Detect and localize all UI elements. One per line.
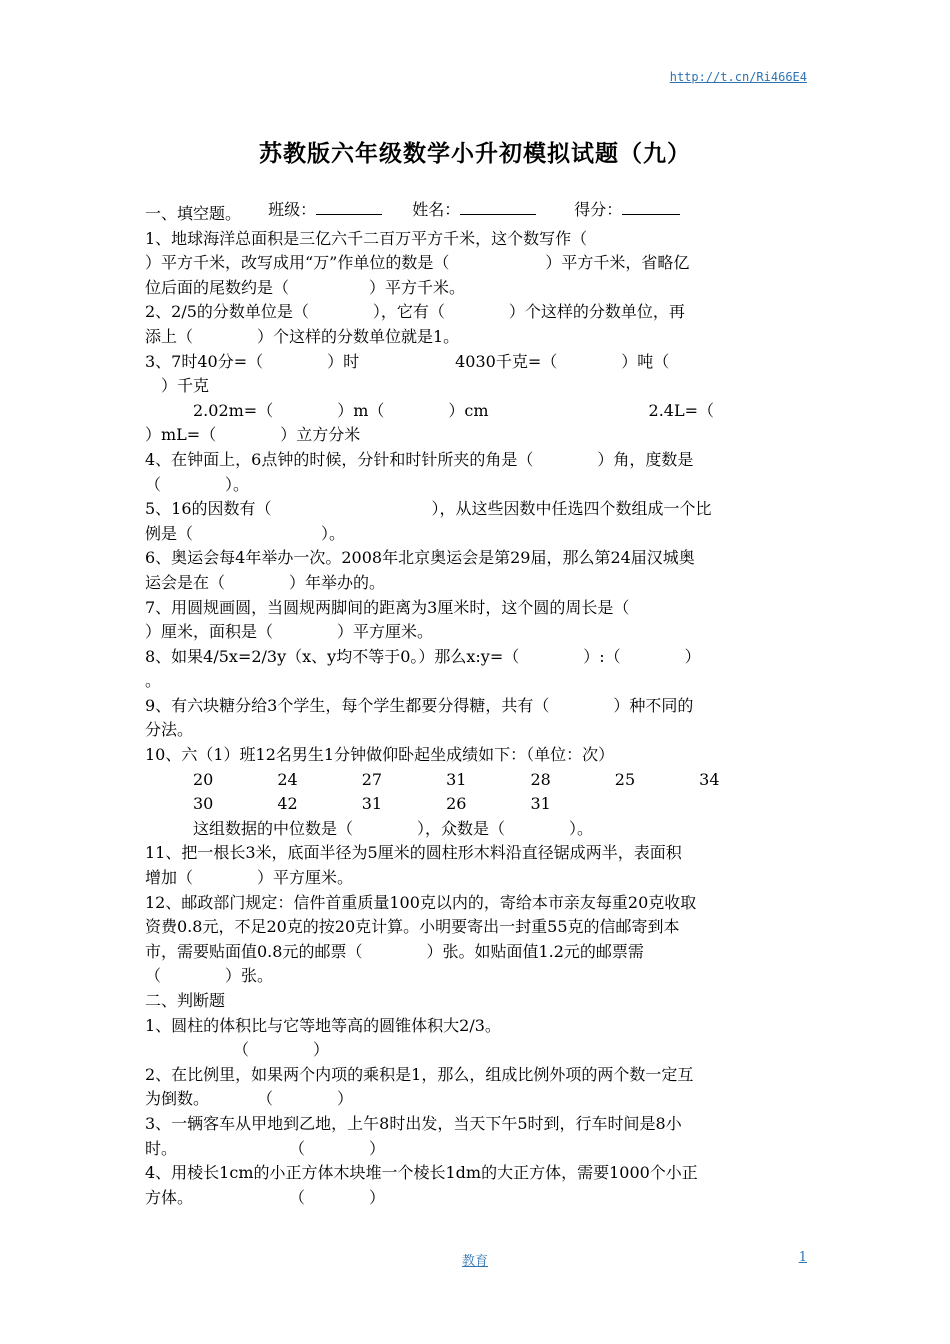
text-line: 分法。 <box>145 720 194 740</box>
text-line: 8、如果4/5x=2/3y（x、y均不等于0。）那么x:y=（ ）:（ ） <box>145 646 701 666</box>
text-line: 运会是在（ ）年举办的。 <box>145 572 386 592</box>
text-line: 11、把一根长3米，底面半径为5厘米的圆柱形木料沿直径锯成两半，表面积 <box>145 843 682 863</box>
text-line: 1、地球海洋总面积是三亿六千二百万平方千米，这个数写作（ <box>145 228 588 248</box>
text-line: ）mL=（ ）立方分米 <box>145 425 361 445</box>
text-line: 1、圆柱的体积比与它等地等高的圆锥体积大2/3。 <box>145 1015 501 1035</box>
name-label: 姓名： <box>412 200 461 219</box>
text-line: 4、用棱长1cm的小正方体木块堆一个棱长1dm的大正方体，需要1000个小正 <box>145 1163 698 1183</box>
text-line: 20 24 27 31 28 25 34 <box>145 769 720 789</box>
text-line: 3、一辆客车从甲地到乙地，上午8时出发，当天下午5时到，行车时间是8小 <box>145 1113 682 1133</box>
class-label: 班级： <box>268 200 317 219</box>
text-line: 方体。 （ ） <box>145 1187 386 1207</box>
text-line: 添上（ ）个这样的分数单位就是1。 <box>145 326 460 346</box>
text-line: 二、判断题 <box>145 991 226 1010</box>
text-line: 30 42 31 26 31 <box>145 794 551 814</box>
text-line: 3、7时40分=（ ）时 4030千克=（ ）吨（ <box>145 351 670 371</box>
text-line: 市，需要贴面值0.8元的邮票（ ）张。如贴面值1.2元的邮票需 <box>145 941 644 961</box>
text-line: 12、邮政部门规定：信件首重质量100克以内的，寄给本市亲友每重20克收取 <box>145 892 697 912</box>
text-line: ）平方千米，改写成用“万”作单位的数是（ ）平方千米，省略亿 <box>145 253 690 273</box>
footer-link[interactable]: 教育 <box>461 1254 488 1269</box>
text-line: 位后面的尾数约是（ ）平方千米。 <box>145 277 466 297</box>
text-line: 时。 （ ） <box>145 1138 386 1158</box>
text-line: 例是（ ）。 <box>145 523 346 543</box>
text-line: 7、用圆规画圆，当圆规两脚间的距离为3厘米时，这个圆的周长是（ <box>145 597 630 617</box>
text-line: 。 <box>145 671 162 691</box>
text-line: 4、在钟面上，6点钟的时候，分针和时针所夹的角是（ ）角，度数是 <box>145 449 694 469</box>
text-line: 5、16的因数有（ ），从这些因数中任选四个数组成一个比 <box>145 499 712 519</box>
text-line: ）厘米，面积是（ ）平方厘米。 <box>145 622 434 642</box>
text-line: 6、奥运会每4年举办一次。2008年北京奥运会是第29届，那么第24届汉城奥 <box>145 548 695 568</box>
text-line: 10、六（1）班12名男生1分钟做仰卧起坐成绩如下：（单位：次） <box>145 745 615 765</box>
text-line: 2、在比例里，如果两个内项的乘积是1，那么，组成比例外项的两个数一定互 <box>145 1064 694 1084</box>
text-line: 2、2/5的分数单位是（ ），它有（ ）个这样的分数单位，再 <box>145 302 685 322</box>
page-number: 1 <box>798 1250 807 1265</box>
text-line: 一、填空题。 <box>145 204 242 223</box>
score-label: 得分： <box>574 200 623 219</box>
text-line: ）千克 <box>145 376 210 396</box>
text-line: （ ）。 <box>145 474 250 494</box>
text-line: 9、有六块糖分给3个学生，每个学生都要分得糖，共有（ ）种不同的 <box>145 695 694 715</box>
text-line: 2.02m=（ ）m（ ）cm 2.4L=（ <box>145 400 714 420</box>
page-title: 苏教版六年级数学小升初模拟试题（九） <box>259 140 691 167</box>
text-line: （ ）张。 <box>145 966 274 986</box>
text-line: 为倒数。 （ ） <box>145 1089 354 1109</box>
text-line: 这组数据的中位数是（ ），众数是（ ）。 <box>145 818 594 838</box>
text-line: 增加（ ）平方厘米。 <box>145 868 354 888</box>
exam-content <box>145 202 807 1210</box>
text-line: 资费0.8元，不足20克的按20克计算。小明要寄出一封重55克的信邮寄到本 <box>145 917 680 937</box>
text-line: （ ） <box>145 1040 330 1060</box>
header-link[interactable]: http://t.cn/Ri466E4 <box>669 70 807 84</box>
